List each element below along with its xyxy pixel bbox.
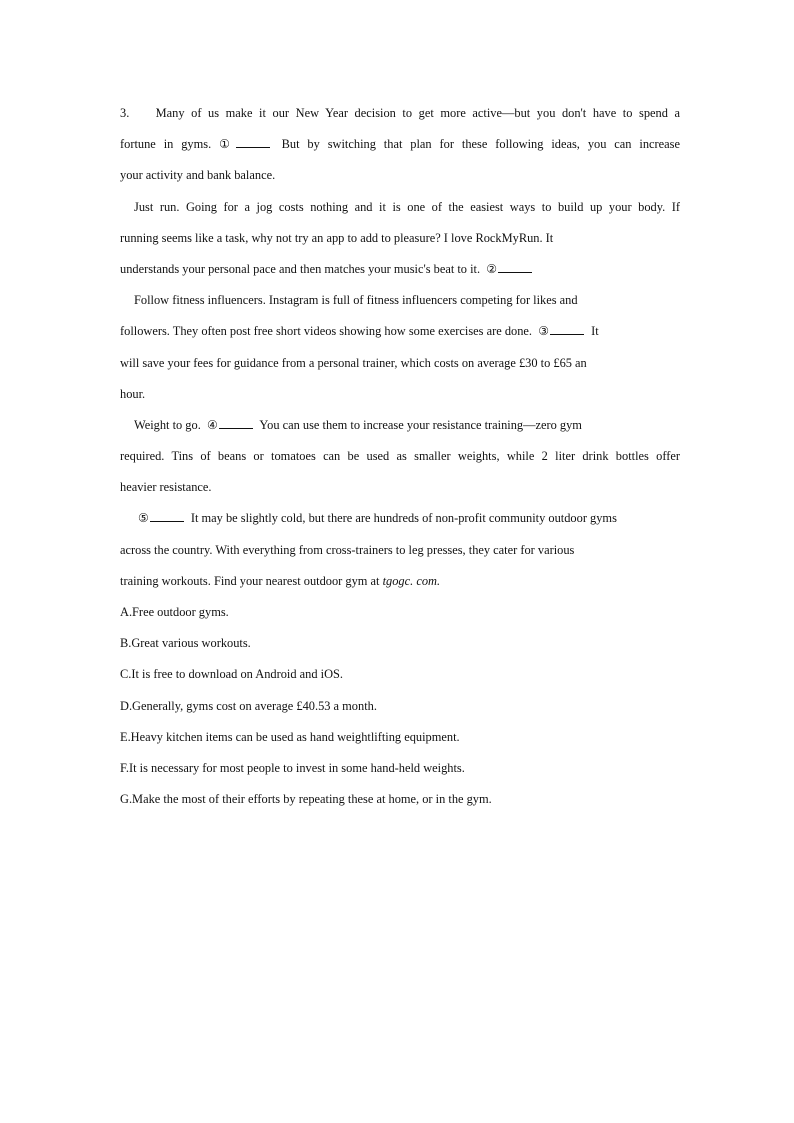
paragraph-text: fortune in gyms. (120, 137, 212, 152)
paragraph-text: But by switching that plan for these following ideas, you can increase (281, 137, 680, 152)
paragraph-5-line-2 (120, 535, 680, 566)
question-intro-line-3 (120, 160, 680, 191)
blank-marker-5: ⑤ (138, 511, 149, 526)
paragraph-4-line-3 (120, 472, 680, 503)
blank-marker-2: ② (486, 261, 498, 276)
paragraph-text: required. Tins of beans or tomatoes can be used as smaller weights, while 2 liter drink bottles offer (120, 449, 680, 464)
paragraph-2-line-3 (120, 254, 680, 285)
paragraph-text: followers. They often post free short videos showing how some exercises are done. (120, 324, 533, 339)
paragraph-5-line-3 (120, 566, 680, 597)
option-b: B.Great various workouts. (120, 636, 251, 651)
question-number: 3. (120, 106, 130, 120)
paragraph-2-line-2 (120, 223, 680, 254)
document-page (120, 98, 680, 815)
paragraph-text: running seems like a task, why not try an app to add to pleasure? I love RockMyRun. It (120, 230, 554, 245)
blank-marker-1: ① (219, 137, 235, 152)
paragraph-text: It (591, 324, 599, 339)
paragraph-text: hour. (120, 386, 146, 401)
option-d: D.Generally, gyms cost on average £40.53 a month. (120, 698, 377, 713)
answer-blank-4[interactable] (219, 416, 253, 429)
paragraph-4-line-2 (120, 441, 680, 472)
paragraph-text: understands your personal pace and then matches your music's beat to it. (120, 261, 481, 276)
option-f: F.It is necessary for most people to invest in some hand-held weights. (120, 760, 465, 775)
answer-blank-2[interactable] (498, 260, 532, 273)
question-intro-line-1 (120, 98, 680, 129)
paragraph-text: Just run. Going for a jog costs nothing and it is one of the easiest ways to build up your body. If (134, 199, 680, 214)
blank-marker-4: ④ (207, 417, 218, 432)
paragraph-text: your activity and bank balance. (120, 168, 276, 183)
paragraph-3-line-3 (120, 348, 680, 379)
question-intro-line-2 (120, 129, 680, 160)
answer-blank-5[interactable] (150, 509, 184, 522)
option-a: A.Free outdoor gyms. (120, 605, 229, 619)
website-reference: tgogc. com. (382, 573, 441, 588)
paragraph-text: Weight to go. (134, 417, 201, 432)
paragraph-text: training workouts. Find your nearest outdoor gym at (120, 573, 380, 588)
paragraph-text: heavier resistance. (120, 480, 212, 495)
paragraph-2-line-1 (120, 192, 680, 223)
blank-marker-3: ③ (538, 324, 549, 339)
option-c: C.It is free to download on Android and iOS. (120, 667, 344, 682)
option-g: G.Make the most of their efforts by repeating these at home, or in the gym. (120, 792, 492, 807)
paragraph-text: will save your fees for guidance from a personal trainer, which costs on average £30 to £65 an (120, 355, 587, 370)
option-e: E.Heavy kitchen items can be used as hand weightlifting equipment. (120, 729, 460, 744)
answer-blank-1[interactable] (236, 135, 270, 148)
paragraph-3-line-1 (120, 285, 680, 316)
paragraph-3-line-2 (120, 316, 680, 347)
paragraph-text: Many of us make it our New Year decision to get more active—but you don't have to spend a (155, 106, 680, 120)
paragraph-3-line-4 (120, 379, 680, 410)
paragraph-text: Follow fitness influencers. Instagram is full of fitness influencers competing for likes and (134, 293, 578, 308)
paragraph-5-line-1 (120, 503, 680, 534)
paragraph-text: It may be slightly cold, but there are hundreds of non-profit community outdoor gyms (190, 511, 617, 526)
paragraph-text: across the country. With everything from cross-trainers to leg presses, they cater for various (120, 542, 575, 557)
paragraph-text: You can use them to increase your resistance training—zero gym (259, 417, 582, 432)
paragraph-4-line-1 (120, 410, 680, 441)
answer-blank-3[interactable] (550, 322, 584, 335)
